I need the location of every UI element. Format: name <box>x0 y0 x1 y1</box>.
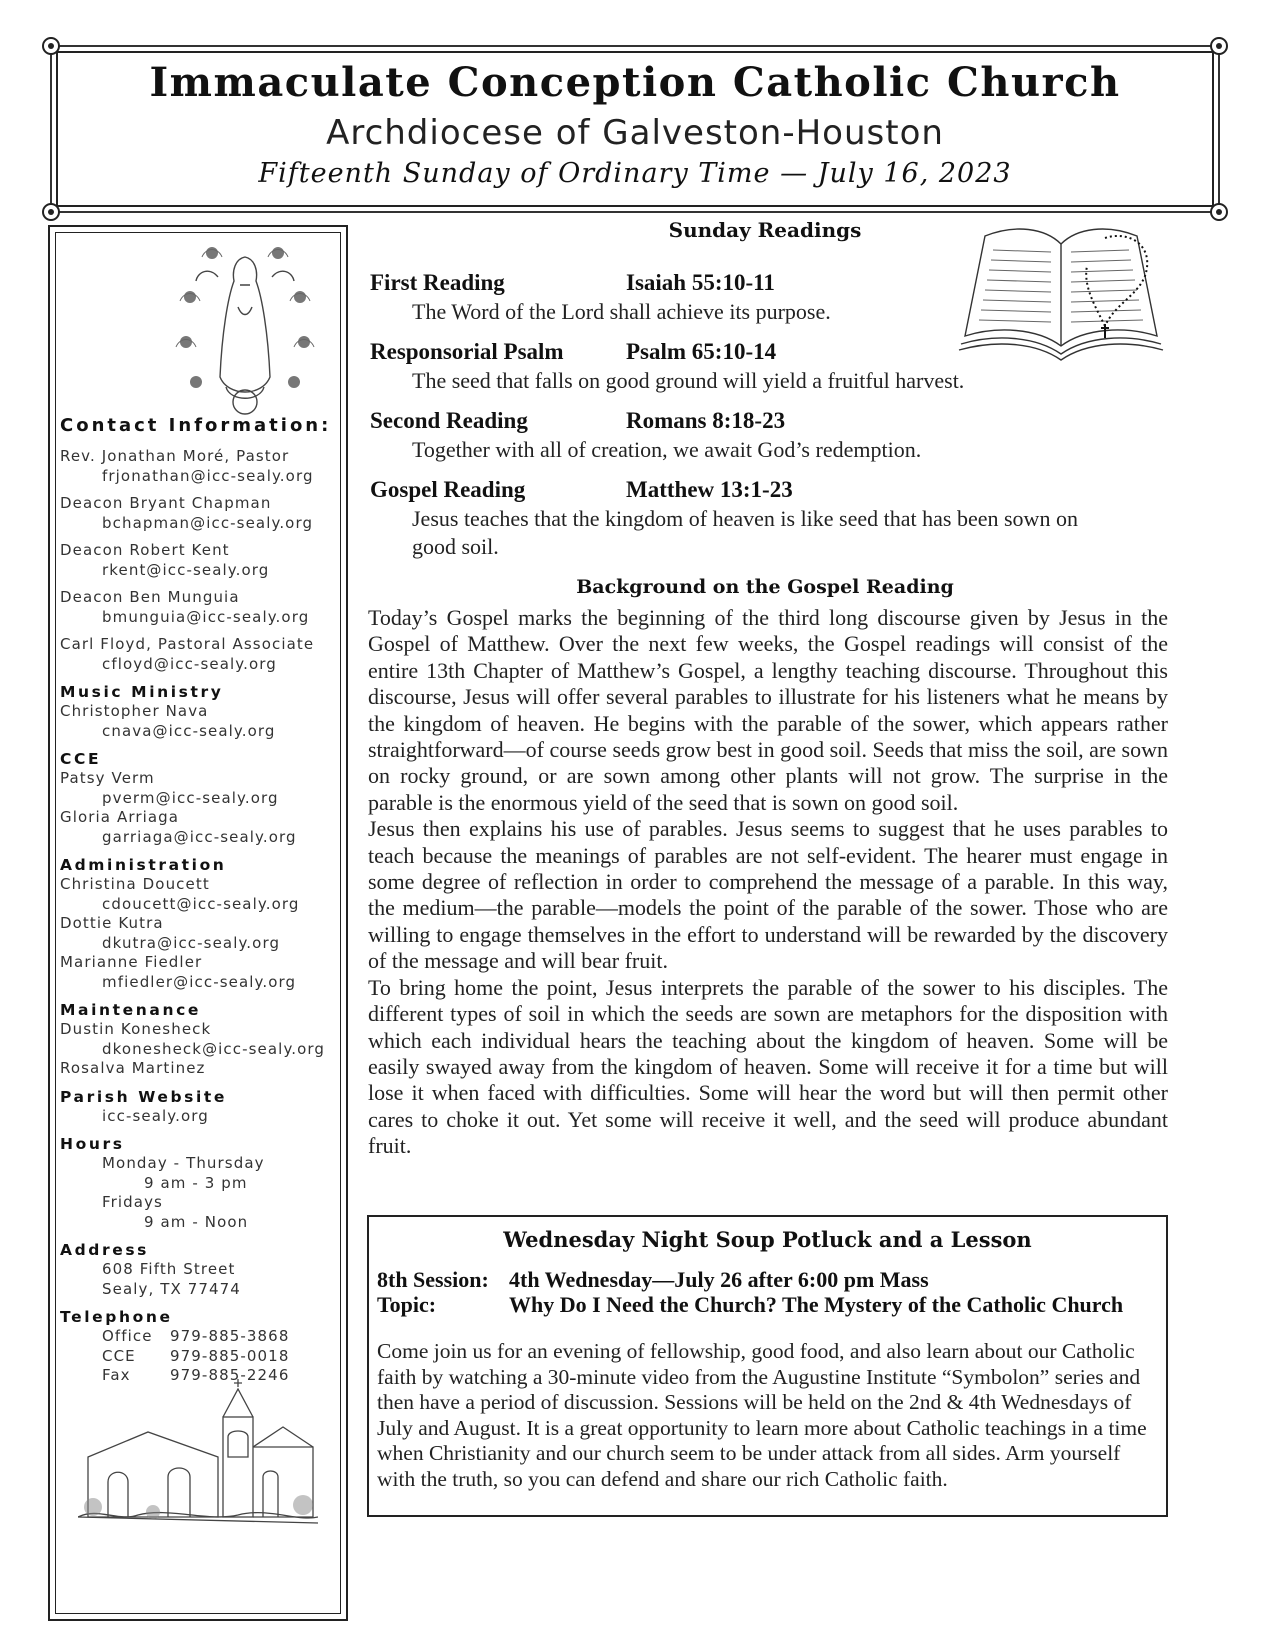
liturgical-date: Fifteenth Sunday of Ordinary Time — July 16, 2023 <box>258 158 1012 189</box>
topic-label: Topic: <box>377 1292 437 1317</box>
maintenance-section <box>60 1000 340 1079</box>
contact-email[interactable]: pverm@icc-sealy.org <box>102 788 279 807</box>
reading-label: First Reading <box>370 270 505 295</box>
contact-name: Dustin Konesheck <box>60 1020 212 1038</box>
section-heading: Maintenance <box>60 1001 201 1019</box>
contact-email[interactable]: dkonesheck@icc-sealy.org <box>102 1039 326 1058</box>
section-heading: Music Ministry <box>60 683 224 701</box>
contact-email[interactable]: bchapman@icc-sealy.org <box>102 513 314 532</box>
phone-number[interactable]: 979-885-0018 <box>170 1346 290 1365</box>
body-paragraph: To bring home the point, Jesus interprets the parable of the sower to his disciples. The different types of soil in which the seeds are sown are metaphors for the disposition with which each individual hears the teaching about the kingdom of heaven. Some will be easily swayed away from the kingdom of heaven. Some will receive it for a time but will lose it when faced with difficulties. Some will hear the word but will then permit other cares to choke it out. Yet some will receive it well, and the seed will produce abundant fruit. <box>368 974 1168 1159</box>
potluck-title: Wednesday Night Soup Potluck and a Lesson <box>503 1227 1032 1252</box>
open-bible-rosary-illustration <box>955 216 1167 364</box>
header-banner <box>50 45 1220 213</box>
phone-label: CCE <box>102 1346 136 1365</box>
section-heading: Administration <box>60 856 227 874</box>
contact-email[interactable]: cfloyd@icc-sealy.org <box>102 654 277 673</box>
administration-section <box>60 855 340 992</box>
address-line: Sealy, TX 77474 <box>102 1279 241 1298</box>
hours-days: Monday - Thursday <box>102 1154 265 1172</box>
contact-name: Christopher Nava <box>60 702 209 720</box>
phone-line <box>60 1327 340 1347</box>
section-heading: Parish Website <box>60 1087 228 1106</box>
contact-name: Marianne Fiedler <box>60 953 203 971</box>
session-row <box>377 1267 929 1293</box>
contact-entry <box>60 635 340 674</box>
website-link[interactable]: icc-sealy.org <box>102 1106 209 1125</box>
contact-email[interactable]: cnava@icc-sealy.org <box>102 721 276 740</box>
telephone-section <box>60 1307 340 1386</box>
contact-name: Gloria Arriaga <box>60 808 180 826</box>
corner-ornament-icon <box>42 37 60 55</box>
contact-name: Deacon Robert Kent <box>60 541 230 559</box>
hours-days: Fridays <box>102 1193 163 1211</box>
contact-name: Rosalva Martinez <box>60 1059 206 1077</box>
contact-name: Deacon Ben Munguia <box>60 588 240 606</box>
contact-name: Dottie Kutra <box>60 914 164 932</box>
body-paragraph: Today’s Gospel marks the beginning of the third long discourse given by Jesus in the Gospel of Matthew. Over the next few weeks, the Gospel readings will consist of the entire 13th Chapter of Matthew’s Gospel, a lengthy teaching discourse. Throughout this discourse, Jesus will offer several parables to illustrate for his listeners what he means by the kingdom of heaven. He begins with the parable of the sower, which appears rather straightforward—of course seeds grow best in good soil. Seeds that miss the soil, are sown on rocky ground, or are sown among other plants will not grow. The surprise in the parable is the enormous yield of the seed that is sown on good soil. <box>368 605 1168 815</box>
church-name: Immaculate Conception Catholic Church <box>149 59 1121 106</box>
reading-summary: The Word of the Lord shall achieve its purpose. <box>412 299 831 324</box>
gospel-background-body <box>368 605 1168 1160</box>
contact-name: Christina Doucett <box>60 875 210 893</box>
church-building-illustration <box>78 1377 318 1527</box>
contact-name: Carl Floyd, Pastoral Associate <box>60 635 315 653</box>
reading-citation: Matthew 13:1-23 <box>626 477 793 502</box>
address-line: 608 Fifth Street <box>102 1260 236 1278</box>
contact-name: Deacon Bryant Chapman <box>60 494 272 512</box>
sunday-readings-title: Sunday Readings <box>668 218 862 242</box>
contact-entry <box>60 588 340 627</box>
reading-summary: The seed that falls on good ground will yield a fruitful harvest. <box>412 368 965 393</box>
corner-ornament-icon <box>1210 203 1228 221</box>
gospel-background-title: Background on the Gospel Reading <box>576 576 954 598</box>
hours-time: 9 am - Noon <box>144 1212 249 1231</box>
contact-email[interactable]: cdoucett@icc-sealy.org <box>102 894 300 913</box>
reading-label: Second Reading <box>370 408 528 433</box>
session-value: 4th Wednesday—July 26 after 6:00 pm Mass <box>509 1267 929 1292</box>
reading-summary: Jesus teaches that the kingdom of heaven is like seed that has been sown on good soil. <box>412 506 1078 559</box>
corner-ornament-icon <box>1210 37 1228 55</box>
corner-ornament-icon <box>42 203 60 221</box>
soup-potluck-box <box>367 1215 1168 1517</box>
potluck-description: Come join us for an evening of fellowship, good food, and also learn about our Catholic faith by watching a 30-minute video from the Augustine Institute “Symbolon” series and then have a period of discussion. Sessions will be held on the 2nd & 4th Wednesdays of July and August. It is a great opportunity to learn more about Catholic teachings in a time when Christianity and our church seem to be under attack from all sides. Arm yourself with the truth, so you can defend and share our rich Catholic faith. <box>377 1339 1147 1491</box>
cce-section <box>60 749 340 847</box>
phone-label: Fax <box>102 1366 131 1384</box>
contact-email[interactable]: mfiedler@icc-sealy.org <box>102 972 297 991</box>
hours-time: 9 am - 3 pm <box>144 1173 248 1192</box>
contact-list <box>60 447 340 1394</box>
contact-information-title: Contact Information: <box>60 415 332 436</box>
body-paragraph: Jesus then explains his use of parables. Jesus seems to suggest that he uses parables to teach because the meanings of parables are not self-evident. The hearer must engage in some degree of reflection in order to comprehend the message of a parable. In this way, the medium—the parable—models the point of the parable of the sower. Those who are willing to engage themselves in the effort to understand will be rewarded by the discovery of the message and will bear fruit. <box>368 816 1168 974</box>
contact-email[interactable]: garriaga@icc-sealy.org <box>102 827 297 846</box>
contact-email[interactable]: bmunguia@icc-sealy.org <box>102 607 310 626</box>
phone-number[interactable]: 979-885-2246 <box>170 1366 290 1384</box>
topic-row <box>377 1292 1123 1318</box>
section-heading: Telephone <box>60 1308 173 1326</box>
archdiocese: Archdiocese of Galveston-Houston <box>326 113 944 153</box>
contact-name: Patsy Verm <box>60 769 155 787</box>
website-section <box>60 1087 340 1127</box>
reading-citation: Isaiah 55:10-11 <box>626 270 775 295</box>
reading-label: Responsorial Psalm <box>370 339 564 364</box>
contact-entry <box>60 447 340 486</box>
address-section <box>60 1240 340 1299</box>
section-heading: Address <box>60 1241 149 1259</box>
section-heading: Hours <box>60 1135 125 1153</box>
reading-citation: Romans 8:18-23 <box>626 408 786 433</box>
reading-citation: Psalm 65:10-14 <box>626 339 777 364</box>
contact-email[interactable]: rkent@icc-sealy.org <box>102 560 270 579</box>
topic-value: Why Do I Need the Church? The Mystery of the Catholic Church <box>509 1292 1124 1317</box>
phone-number[interactable]: 979-885-3868 <box>170 1327 290 1345</box>
hours-section <box>60 1134 340 1232</box>
contact-sidebar <box>48 225 348 1621</box>
reading-label: Gospel Reading <box>370 477 526 502</box>
phone-line <box>60 1347 340 1367</box>
contact-name: Rev. Jonathan Moré, Pastor <box>60 447 290 465</box>
music-ministry-section <box>60 682 340 741</box>
phone-label: Office <box>102 1327 153 1345</box>
virgin-mary-illustration <box>150 237 340 417</box>
session-label: 8th Session: <box>377 1267 489 1292</box>
contact-email[interactable]: frjonathan@icc-sealy.org <box>102 466 314 485</box>
contact-entry <box>60 494 340 533</box>
contact-email[interactable]: dkutra@icc-sealy.org <box>102 933 281 952</box>
contact-entry <box>60 541 340 580</box>
section-heading: CCE <box>60 750 102 768</box>
reading-summary: Together with all of creation, we await God’s redemption. <box>412 437 922 462</box>
